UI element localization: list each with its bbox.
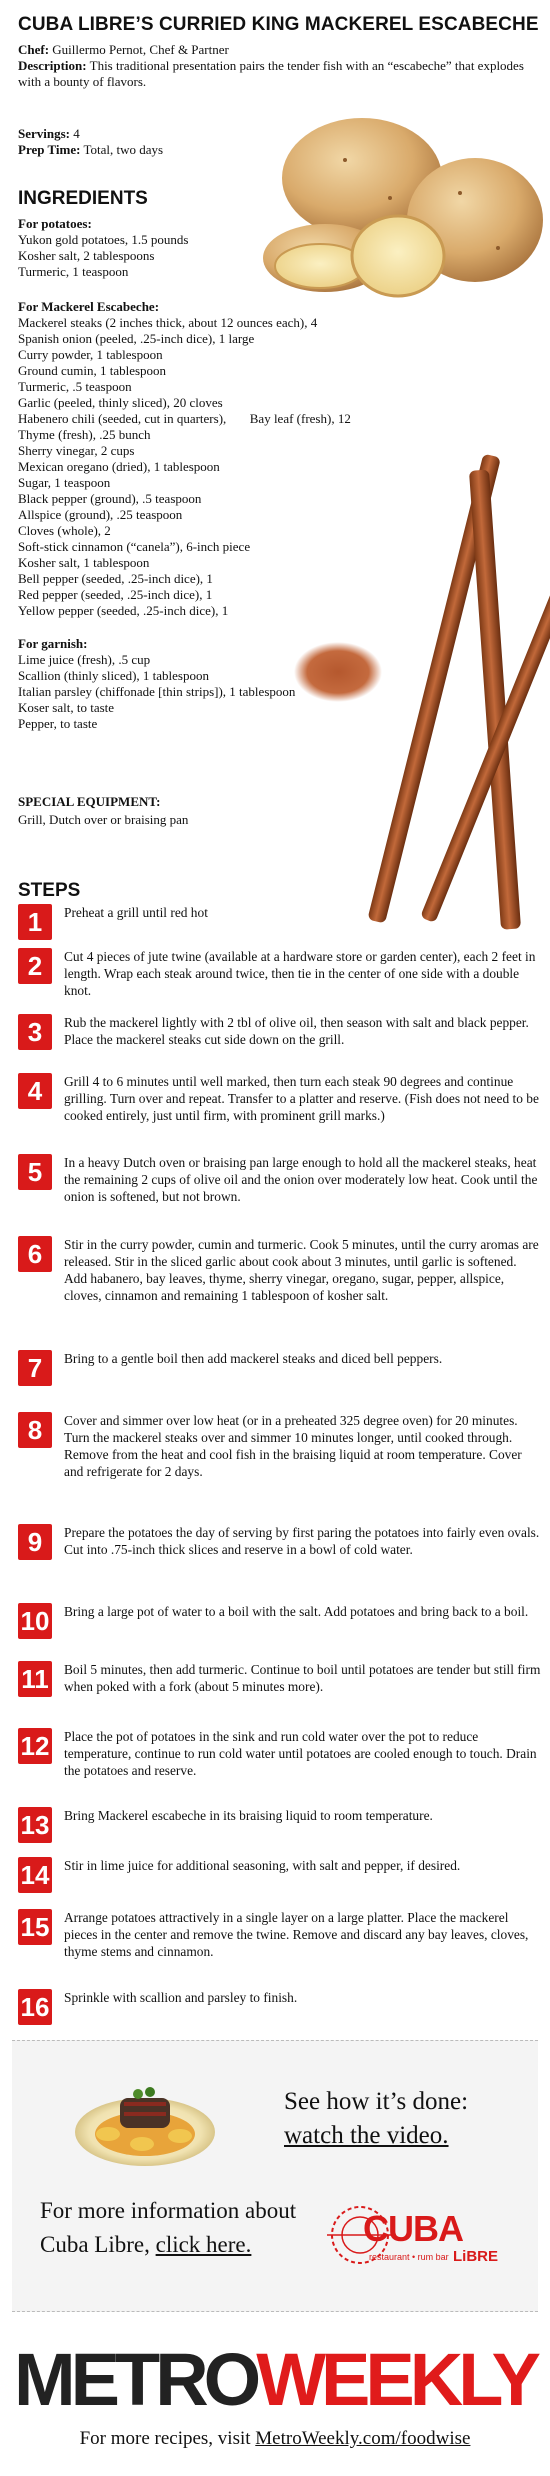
- metro-weekly-logo[interactable]: [0, 2340, 550, 2420]
- step-text: Boil 5 minutes, then add turmeric. Continue to boil until potatoes are tender but still firm when poked with a fork (about 5 minutes more).: [64, 1662, 541, 1694]
- description-label: Description:: [18, 58, 87, 73]
- step-number: 4: [18, 1073, 52, 1109]
- cuba-libre-logo[interactable]: [325, 2200, 505, 2270]
- steps-heading: STEPS: [18, 880, 81, 901]
- step-text: Bring Mackerel escabeche in its braising liquid to room temperature.: [64, 1808, 433, 1823]
- equipment-text: Grill, Dutch over or braising pan: [18, 812, 189, 827]
- step-text: Arrange potatoes attractively in a single layer on a large platter. Place the mackerel pieces in the center and remove the twine. Remove and discard any bay leaves, cloves, thyme stems and cinnamon.: [64, 1910, 529, 1959]
- step-number: 6: [18, 1236, 52, 1272]
- page-title: CUBA LIBRE’S CURRIED KING MACKEREL ESCABECHE: [18, 14, 539, 35]
- list-item: Kosher salt, 1 tablespoon: [18, 555, 150, 570]
- servings-value: 4: [73, 126, 80, 141]
- cinnamon-image: [290, 440, 550, 950]
- step-number: 8: [18, 1412, 52, 1448]
- info-line: [40, 2232, 251, 2258]
- step-number: 14: [18, 1857, 52, 1893]
- list-item: Red pepper (seeded, .25-inch dice), 1: [18, 587, 213, 602]
- prep-label: Prep Time:: [18, 142, 81, 157]
- list-item: Kosher salt, 2 tablespoons: [18, 248, 155, 263]
- step-text: Preheat a grill until red hot: [64, 905, 208, 920]
- step-text: Grill 4 to 6 minutes until well marked, then turn each steak 90 degrees and continue grilling. Turn over and repeat. Transfer to a platter and reserve. (Fish does not need to be cooked entirely, just until firm, with prominent grill marks.): [64, 1074, 539, 1123]
- step-text: Prepare the potatoes the day of serving by first paring the potatoes into fairly even ovals. Cut into .75-inch thick slices and reserve in a bowl of cold water.: [64, 1525, 540, 1557]
- list-item: Turmeric, 1 teaspoon: [18, 264, 129, 279]
- equipment-title: SPECIAL EQUIPMENT:: [18, 794, 161, 809]
- step-text: Stir in the curry powder, cumin and turmeric. Cook 5 minutes, until the curry aromas are released. Stir in the sliced garlic about cook about 3 minutes, until garlic is softened. Add habanero, bay leaves, thyme, sherry vinegar, oregano, sugar, pepper, allspice, cloves, cinnamon and remaining 1 tablespoon of kosher salt.: [64, 1237, 539, 1303]
- dish-photo[interactable]: [70, 2062, 220, 2172]
- chef-name: Guillermo Pernot, Chef & Partner: [52, 42, 229, 57]
- mackerel-title: For Mackerel Escabeche:: [18, 299, 160, 314]
- step-text: Cover and simmer over low heat (or in a preheated 325 degree oven) for 20 minutes. Turn the mackerel steaks over and simmer 10 minutes longer, until cooked through. Remove from the heat and cool fish in the braising liquid at room temperature. Cover and refrigerate for 2 days.: [64, 1413, 522, 1479]
- step-text: Place the pot of potatoes in the sink and run cold water over the pot to reduce temperature, continue to run cold water until potatoes are cooled enough to touch. Drain the potatoes and reserve.: [64, 1729, 537, 1778]
- step-number: 12: [18, 1728, 52, 1764]
- cuba-libre-link[interactable]: click here.: [155, 2232, 252, 2257]
- list-item: Cloves (whole), 2: [18, 523, 111, 538]
- footer-recipes-line: [0, 2428, 550, 2450]
- info-text: For more information about: [40, 2198, 297, 2223]
- list-item: Bell pepper (seeded, .25-inch dice), 1: [18, 571, 213, 586]
- list-item: Pepper, to taste: [18, 716, 98, 731]
- footer-prefix: For more recipes, visit: [79, 2428, 256, 2449]
- list-item: Soft-stick cinnamon (“canela”), 6-inch piece: [18, 539, 251, 554]
- list-item: Italian parsley (chiffonade [thin strips]), 1 tablespoon: [18, 684, 296, 699]
- list-item: Mackerel steaks (2 inches thick, about 12 ounces each), 4: [18, 315, 318, 330]
- watch-video-link[interactable]: watch the video.: [284, 2122, 449, 2149]
- list-item: Sherry vinegar, 2 cups: [18, 443, 135, 458]
- list-item: Koser salt, to taste: [18, 700, 115, 715]
- garnish-list: [18, 652, 295, 732]
- ingredients-heading: INGREDIENTS: [18, 188, 148, 209]
- list-item: Yellow pepper (seeded, .25-inch dice), 1: [18, 603, 229, 618]
- list-item: Lime juice (fresh), .5 cup: [18, 652, 151, 667]
- step-text: Rub the mackerel lightly with 2 tbl of olive oil, then season with salt and black pepper. Place the mackerel steaks cut side down on the grill.: [64, 1015, 529, 1047]
- potatoes-title: For potatoes:: [18, 216, 92, 231]
- list-item: Habenero chili (seeded, cut in quarters),   Bay leaf (fresh), 12: [18, 411, 351, 426]
- step-number: 7: [18, 1350, 52, 1386]
- list-item: Garlic (peeled, thinly sliced), 20 cloves: [18, 395, 223, 410]
- step-number: 16: [18, 1989, 52, 2025]
- servings-label: Servings:: [18, 126, 70, 141]
- info-prefix: Cuba Libre,: [40, 2232, 156, 2257]
- logo-main-text: CUBA: [363, 2208, 463, 2249]
- step-number: 9: [18, 1524, 52, 1560]
- step-text: Bring to a gentle boil then add mackerel steaks and diced bell peppers.: [64, 1351, 443, 1366]
- step-number: 5: [18, 1154, 52, 1190]
- list-item: Allspice (ground), .25 teaspoon: [18, 507, 183, 522]
- step-number: 1: [18, 904, 52, 940]
- logo-weekly: WEEKLY: [256, 2338, 536, 2421]
- step-text: Bring a large pot of water to a boil with the salt. Add potatoes and bring back to a boil.: [64, 1604, 529, 1619]
- list-item: Black pepper (ground), .5 teaspoon: [18, 491, 202, 506]
- list-item: Spanish onion (peeled, .25-inch dice), 1 large: [18, 331, 255, 346]
- step-number: 15: [18, 1909, 52, 1945]
- list-item: Scallion (thinly sliced), 1 tablespoon: [18, 668, 209, 683]
- potatoes-list: [18, 232, 188, 280]
- logo-metro: METRO: [14, 2338, 257, 2421]
- potatoes-image: [250, 108, 545, 303]
- foodwise-link[interactable]: MetroWeekly.com/foodwise: [255, 2428, 471, 2449]
- list-item: Thyme (fresh), .25 bunch: [18, 427, 151, 442]
- step-number: 10: [18, 1603, 52, 1639]
- chef-label: Chef:: [18, 42, 50, 57]
- list-item: Curry powder, 1 tablespoon: [18, 347, 163, 362]
- logo-tagline: restaurant • rum bar: [369, 2252, 449, 2262]
- step-number: 2: [18, 948, 52, 984]
- step-text: Cut 4 pieces of jute twine (available at a hardware store or garden center), each 2 feet in length. Wrap each steak around twice, then tie in the center of one side with a double knot.: [64, 949, 536, 998]
- step-number: 13: [18, 1807, 52, 1843]
- logo-sub-text: LiBRE: [453, 2248, 498, 2265]
- step-text: Sprinkle with scallion and parsley to finish.: [64, 1990, 298, 2005]
- list-item: Sugar, 1 teaspoon: [18, 475, 111, 490]
- description-text: This traditional presentation pairs the tender fish with an “escabeche” that explodes with a bounty of flavors.: [18, 58, 524, 89]
- video-prompt: See how it’s done:: [284, 2088, 469, 2115]
- list-item: Yukon gold potatoes, 1.5 pounds: [18, 232, 189, 247]
- step-text: Stir in lime juice for additional seasoning, with salt and pepper, if desired.: [64, 1858, 461, 1873]
- chef-line: [18, 42, 538, 58]
- step-number: 3: [18, 1014, 52, 1050]
- garnish-title: For garnish:: [18, 636, 88, 651]
- list-item: Turmeric, .5 teaspoon: [18, 379, 132, 394]
- step-text: In a heavy Dutch oven or braising pan large enough to hold all the mackerel steaks, heat the remaining 2 cups of olive oil and the onion over moderately low heat. Cook until the onion is softened, but not brown.: [64, 1155, 538, 1204]
- list-item: Ground cumin, 1 tablespoon: [18, 363, 167, 378]
- description-line: [18, 58, 533, 90]
- list-item: Mexican oregano (dried), 1 tablespoon: [18, 459, 220, 474]
- step-number: 11: [18, 1661, 52, 1697]
- prep-value: Total, two days: [83, 142, 164, 157]
